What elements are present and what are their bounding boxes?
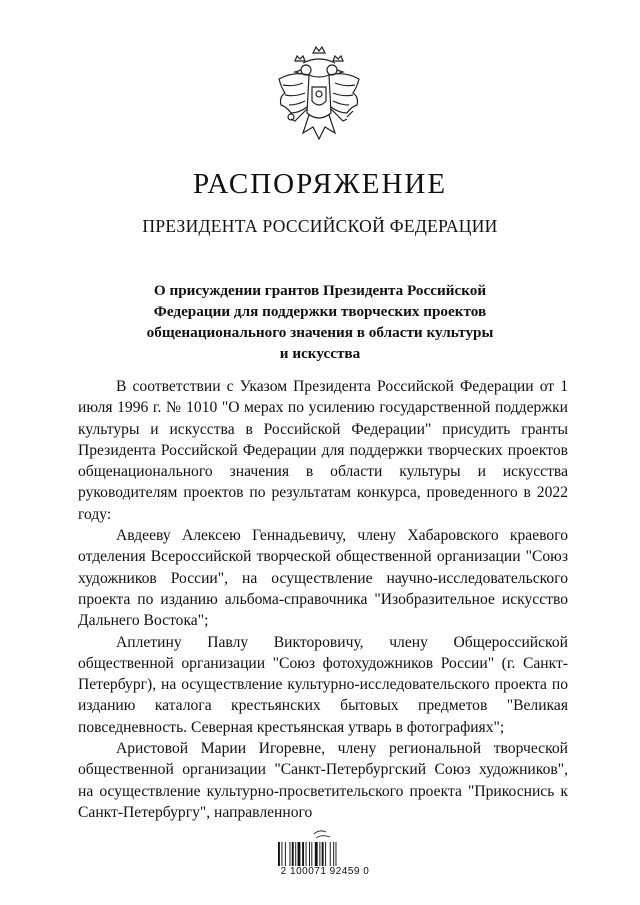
heading-line: и искусства (279, 345, 361, 362)
heading-line: Федерации для поддержки творческих проектов (153, 303, 487, 320)
body-paragraph: Аристовой Марии Игоревне, члену региональной творческой общественной организации "Санкт-Петербургский Союз художников", на осуществление культурно-просветительского проекта "Прикоснись к Санкт-Петербургу", направленного (78, 740, 568, 821)
barcode (272, 828, 372, 890)
heading-line: О присуждении грантов Президента Российской (153, 282, 487, 299)
heading-line: общенационального значения в области культуры (146, 324, 494, 341)
document-heading (100, 280, 540, 364)
coat-of-arms-icon (273, 43, 365, 149)
body-paragraph: Аплетину Павлу Викторовичу, члену Общероссийской общественной организации "Союз фотохудожников России" (г. Санкт-Петербург), на осуществление культурно-исследовательского проекта по изданию каталога крестьянских бытовых предметов "Великая повседневность. Северная крестьянская утварь в фотографиях"; (78, 633, 568, 736)
document-subtitle: ПРЕЗИДЕНТА РОССИЙСКОЙ ФЕДЕРАЦИИ (142, 216, 498, 236)
barcode-number: 2 100071 92459 0 (280, 866, 370, 877)
body-paragraph: Авдееву Алексею Геннадьевичу, члену Хабаровского краевого отделения Всероссийской творческой общественной организации "Союз художников России", на осуществление научно-исследовательского проекта по изданию альбома-справочника "Изобразительное искусство Дальнего Востока"; (78, 527, 568, 630)
document-title: РАСПОРЯЖЕНИЕ (192, 168, 448, 200)
document-body (78, 376, 568, 823)
body-paragraph: В соответствии с Указом Президента Российской Федерации от 1 июля 1996 г. № 1010 "О мерах по усилению государственной поддержки культуры и искусства в Российской Федерации" присудить гранты Президента Российской Федерации для поддержки творческих проектов общенационального значения в области культуры и искусства руководителям проектов по результатам конкурса, проведенного в 2022 году: (78, 378, 568, 523)
